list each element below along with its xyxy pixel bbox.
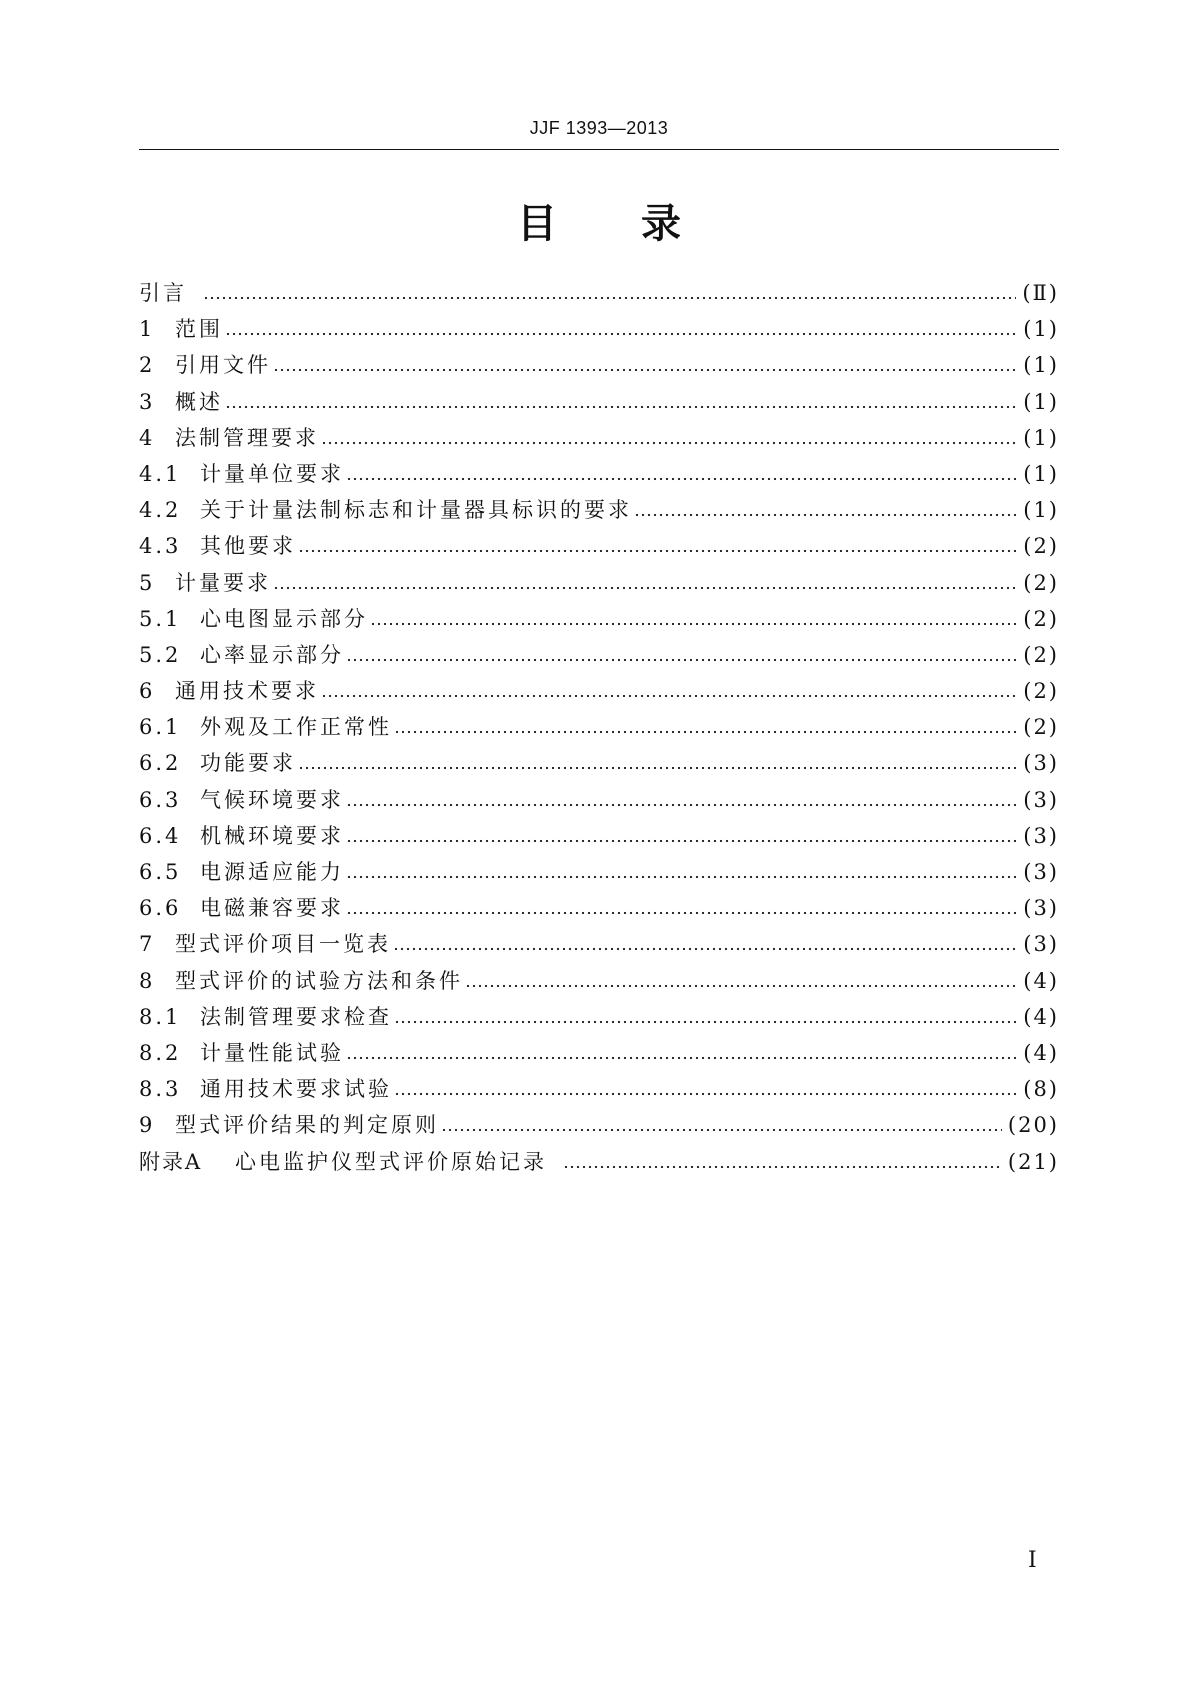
toc-leader-dots bbox=[273, 576, 1017, 590]
toc-number: 8.3 bbox=[139, 1077, 182, 1102]
toc-entry-6-3[interactable] bbox=[139, 784, 1059, 820]
toc-number: 8 bbox=[139, 968, 156, 993]
toc-leader-dots bbox=[203, 286, 1016, 300]
toc-page: (3) bbox=[1023, 823, 1059, 848]
table-of-contents bbox=[139, 277, 1059, 1182]
toc-entry-6-6[interactable] bbox=[139, 892, 1059, 928]
toc-label: 引言 bbox=[139, 281, 187, 305]
toc-number: 6.2 bbox=[139, 751, 182, 776]
document-code-header: JJF 1393—2013 bbox=[529, 118, 669, 138]
toc-entry-8[interactable] bbox=[139, 965, 1059, 1001]
toc-number: 6.1 bbox=[139, 715, 182, 740]
toc-number: 9 bbox=[139, 1113, 156, 1138]
toc-entry-8-2[interactable] bbox=[139, 1037, 1059, 1073]
toc-page: (3) bbox=[1023, 751, 1059, 776]
toc-page: (3) bbox=[1023, 787, 1059, 812]
toc-leader-dots bbox=[394, 720, 1017, 734]
toc-leader-dots bbox=[346, 901, 1017, 915]
toc-leader-dots bbox=[394, 1010, 1017, 1024]
toc-number: 6.6 bbox=[139, 896, 182, 921]
toc-page: (1) bbox=[1023, 461, 1059, 486]
toc-leader-dots bbox=[321, 684, 1017, 698]
toc-label: 型式评价结果的判定原则 bbox=[175, 1113, 439, 1138]
page-title bbox=[139, 194, 1059, 254]
toc-label: 机械环境要求 bbox=[200, 823, 344, 848]
toc-label: 心电图显示部分 bbox=[200, 606, 368, 631]
toc-leader-dots bbox=[346, 829, 1017, 843]
toc-leader-dots bbox=[563, 1155, 1002, 1169]
toc-entry-6[interactable] bbox=[139, 675, 1059, 711]
toc-leader-dots bbox=[634, 503, 1017, 517]
toc-page: (1) bbox=[1023, 425, 1059, 450]
toc-label: 关于计量法制标志和计量器具标识的要求 bbox=[200, 498, 632, 523]
toc-label: 概述 bbox=[175, 389, 223, 414]
toc-leader-dots bbox=[346, 865, 1017, 879]
toc-leader-dots bbox=[321, 431, 1017, 445]
toc-label: 通用技术要求 bbox=[175, 679, 319, 704]
toc-number: 附录A bbox=[139, 1149, 203, 1174]
toc-entry-6-1[interactable] bbox=[139, 711, 1059, 747]
toc-entry-6-2[interactable] bbox=[139, 747, 1059, 783]
toc-label: 法制管理要求 bbox=[175, 425, 319, 450]
toc-page: (20) bbox=[1007, 1113, 1059, 1138]
toc-label: 引用文件 bbox=[175, 353, 271, 378]
toc-entry-3[interactable] bbox=[139, 386, 1059, 422]
toc-page: (2) bbox=[1023, 715, 1059, 740]
toc-entry-appendix-a[interactable] bbox=[139, 1146, 1059, 1182]
title-char-1: 目 bbox=[517, 201, 557, 247]
toc-label: 通用技术要求试验 bbox=[200, 1077, 392, 1102]
toc-number: 4.3 bbox=[139, 534, 182, 559]
toc-entry-9[interactable] bbox=[139, 1109, 1059, 1145]
toc-number: 5 bbox=[139, 570, 156, 595]
toc-leader-dots bbox=[346, 467, 1017, 481]
toc-number: 4 bbox=[139, 425, 156, 450]
toc-leader-dots bbox=[441, 1118, 1002, 1132]
toc-entry-8-1[interactable] bbox=[139, 1001, 1059, 1037]
toc-label: 其他要求 bbox=[200, 534, 296, 559]
header-divider bbox=[139, 149, 1059, 150]
toc-number: 1 bbox=[139, 317, 156, 342]
toc-label: 计量单位要求 bbox=[200, 461, 344, 486]
toc-page: (4) bbox=[1023, 1040, 1059, 1065]
toc-entry-5-2[interactable] bbox=[139, 639, 1059, 675]
toc-entry-4-1[interactable] bbox=[139, 458, 1059, 494]
toc-page: (2) bbox=[1023, 642, 1059, 667]
toc-leader-dots bbox=[394, 1082, 1017, 1096]
toc-leader-dots bbox=[346, 793, 1017, 807]
toc-number: 4.1 bbox=[139, 461, 182, 486]
toc-label: 外观及工作正常性 bbox=[200, 715, 392, 740]
toc-number: 6.3 bbox=[139, 787, 182, 812]
title-char-2: 录 bbox=[641, 201, 681, 247]
toc-label: 功能要求 bbox=[200, 751, 296, 776]
toc-label: 气候环境要求 bbox=[200, 787, 344, 812]
toc-leader-dots bbox=[225, 395, 1017, 409]
toc-label: 范围 bbox=[175, 317, 223, 342]
toc-number: 6.5 bbox=[139, 860, 182, 884]
toc-number: 6 bbox=[139, 679, 156, 704]
toc-entry-1[interactable] bbox=[139, 313, 1059, 349]
toc-page: (3) bbox=[1023, 860, 1059, 884]
toc-entry-foreword[interactable] bbox=[139, 277, 1059, 313]
toc-entry-6-4[interactable] bbox=[139, 820, 1059, 856]
toc-page: (21) bbox=[1007, 1149, 1059, 1174]
toc-label: 电磁兼容要求 bbox=[200, 896, 344, 921]
toc-leader-dots bbox=[346, 648, 1017, 662]
toc-label: 计量性能试验 bbox=[200, 1040, 344, 1065]
toc-page: (4) bbox=[1023, 968, 1059, 993]
toc-number: 5.2 bbox=[139, 642, 182, 667]
toc-number: 6.4 bbox=[139, 823, 182, 848]
toc-page: (4) bbox=[1023, 1004, 1059, 1029]
toc-leader-dots bbox=[225, 322, 1017, 336]
toc-number: 2 bbox=[139, 353, 156, 378]
toc-label: 法制管理要求检查 bbox=[200, 1004, 392, 1029]
toc-entry-8-3[interactable] bbox=[139, 1073, 1059, 1109]
toc-page: (3) bbox=[1023, 932, 1059, 957]
toc-entry-2[interactable] bbox=[139, 349, 1059, 385]
toc-number: 5.1 bbox=[139, 606, 182, 631]
toc-page: (8) bbox=[1023, 1077, 1059, 1102]
toc-label: 型式评价项目一览表 bbox=[175, 932, 391, 957]
toc-label: 心率显示部分 bbox=[200, 642, 344, 667]
toc-leader-dots bbox=[393, 937, 1017, 951]
toc-page: (2) bbox=[1023, 679, 1059, 704]
toc-leader-dots bbox=[465, 974, 1017, 988]
toc-leader-dots bbox=[370, 612, 1017, 626]
toc-entry-6-5[interactable] bbox=[139, 856, 1059, 892]
page-number: Ⅰ bbox=[1028, 1548, 1037, 1573]
toc-entry-5-1[interactable] bbox=[139, 603, 1059, 639]
toc-page: (3) bbox=[1023, 896, 1059, 921]
toc-leader-dots bbox=[346, 1046, 1017, 1060]
toc-label: 心电监护仪型式评价原始记录 bbox=[235, 1149, 547, 1174]
toc-leader-dots bbox=[298, 756, 1017, 770]
toc-page: (1) bbox=[1023, 353, 1059, 378]
toc-number: 8.1 bbox=[139, 1004, 182, 1029]
toc-number: 7 bbox=[139, 932, 156, 957]
toc-page: (1) bbox=[1023, 498, 1059, 523]
toc-entry-4-3[interactable] bbox=[139, 530, 1059, 566]
toc-entry-4-2[interactable] bbox=[139, 494, 1059, 530]
toc-page: (Ⅱ) bbox=[1022, 281, 1059, 305]
toc-number: 4.2 bbox=[139, 498, 182, 523]
toc-label: 电源适应能力 bbox=[200, 860, 344, 884]
toc-page: (1) bbox=[1023, 389, 1059, 414]
toc-leader-dots bbox=[273, 358, 1017, 372]
toc-number: 3 bbox=[139, 389, 156, 414]
toc-page: (2) bbox=[1023, 606, 1059, 631]
toc-page: (2) bbox=[1023, 534, 1059, 559]
toc-page: (2) bbox=[1023, 570, 1059, 595]
toc-number: 8.2 bbox=[139, 1040, 182, 1065]
toc-label: 计量要求 bbox=[175, 570, 271, 595]
toc-entry-7[interactable] bbox=[139, 928, 1059, 964]
toc-page: (1) bbox=[1023, 317, 1059, 342]
toc-label: 型式评价的试验方法和条件 bbox=[175, 968, 463, 993]
toc-leader-dots bbox=[298, 539, 1017, 553]
toc-entry-4[interactable] bbox=[139, 422, 1059, 458]
toc-entry-5[interactable] bbox=[139, 567, 1059, 603]
